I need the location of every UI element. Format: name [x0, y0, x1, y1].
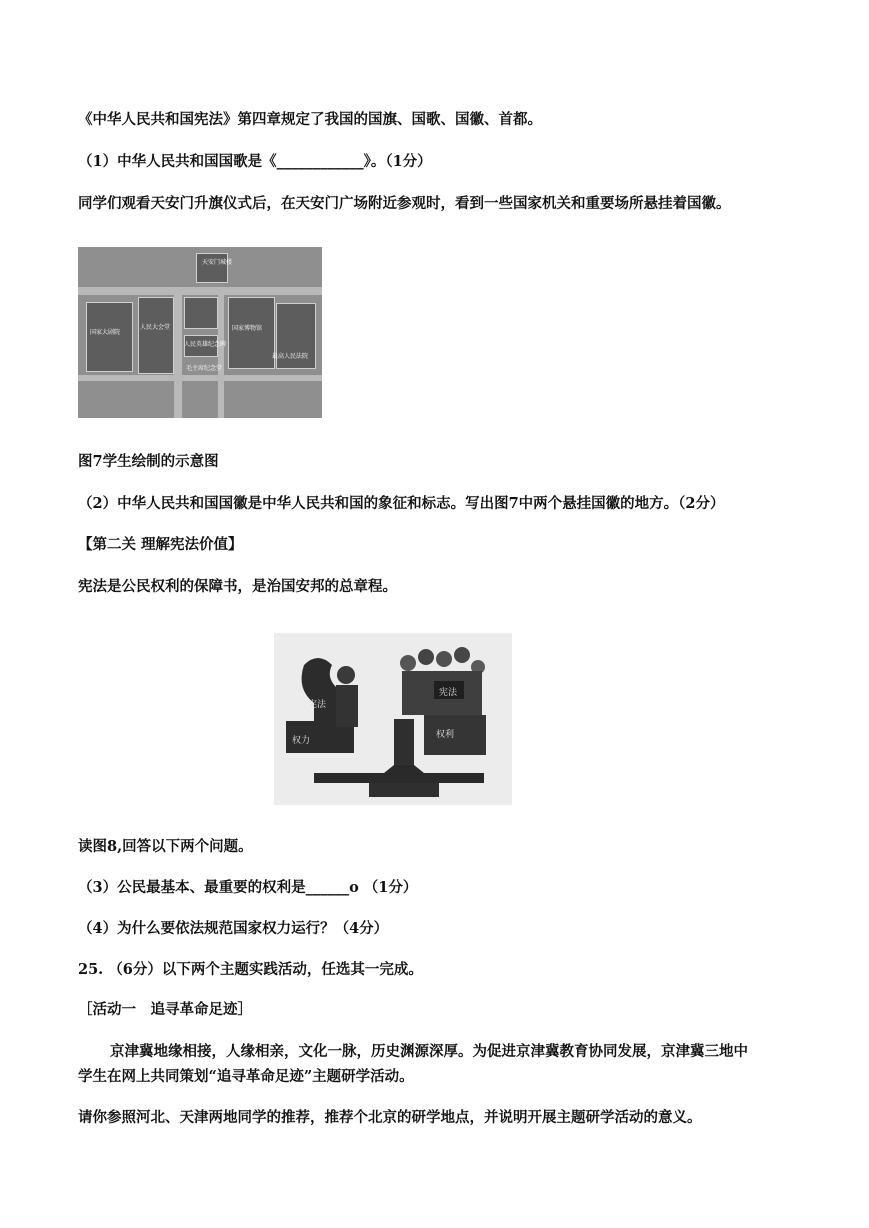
line-constitution-intro: 《中华人民共和国宪法》第四章规定了我国的国旗、国歌、国徽、首都。: [78, 111, 542, 128]
scale-label-constitution-right: 宪法: [439, 688, 458, 698]
map-label-mausoleum: 毛主席纪念堂: [186, 365, 223, 372]
scale-label-constitution-left: 宪法: [308, 700, 327, 710]
line-visit-description: 同学们观看天安门升旗仪式后，在天安门广场附近参观时，看到一些国家机关和重要场所悬挂着国徽。: [78, 195, 731, 212]
line-read-figure-8: 读图8,回答以下两个问题。: [78, 838, 253, 855]
map-label-tiananmen: 天安门城楼: [202, 259, 233, 266]
map-label-national-theater: 国家大剧院: [90, 329, 121, 336]
question-25: 25. （6分）以下两个主题实践活动，任选其一完成。: [78, 961, 423, 978]
activity-paragraph-line-2: 学生在网上共同策划“追寻革命足迹”主题研学活动。: [78, 1068, 414, 1085]
question-3: （3）公民最基本、最重要的权利是______o （1分）: [78, 879, 418, 896]
question-2: （2）中华人民共和国国徽是中华人民共和国的象征和标志。写出图7中两个悬挂国徽的地方。（2分）: [78, 495, 725, 512]
scale-drawing: [274, 633, 512, 805]
question-4: （4）为什么要依法规范国家权力运行？（4分）: [78, 920, 389, 937]
activity-paragraph-line-1: 京津冀地缘相接，人缘相亲，文化一脉，历史渊源深厚。为促进京津冀教育协同发展，京津冀三地中: [110, 1043, 748, 1060]
map-label-great-hall: 人民大会堂: [140, 324, 171, 331]
figure-8-scale-illustration: [274, 633, 512, 805]
activity-1-heading: ［活动一 追寻革命足迹］: [78, 1001, 252, 1018]
question-1: （1）中华人民共和国国歌是《____________》。（1分）: [78, 153, 432, 170]
map-label-supreme-court: 最高人民法院: [272, 353, 309, 360]
activity-instruction: 请你参照河北、天津两地同学的推荐，推荐个北京的研学地点，并说明开展主题研学活动的意义。: [78, 1109, 702, 1126]
line-constitution-value: 宪法是公民权利的保障书，是治国安邦的总章程。: [78, 578, 397, 595]
figure-7-caption: 图7学生绘制的示意图: [78, 453, 219, 470]
scale-label-rights: 权利: [436, 730, 455, 740]
figure-7-map: [78, 247, 322, 418]
section-heading-2: 【第二关 理解宪法价值】: [78, 536, 243, 553]
map-label-monument: 人民英雄纪念碑: [184, 341, 227, 348]
scale-label-power: 权力: [292, 736, 311, 746]
map-label-national-museum: 国家博物馆: [232, 325, 263, 332]
